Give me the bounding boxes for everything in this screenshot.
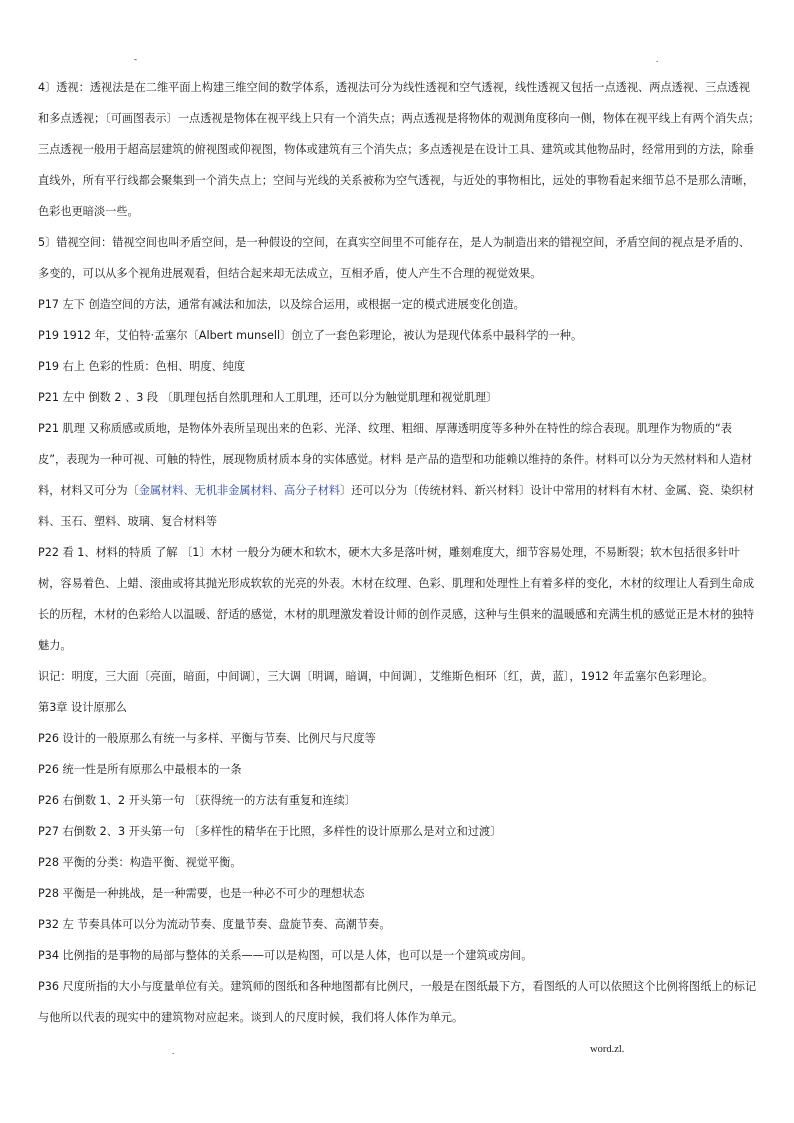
paragraph-p26-unity: P26 统一性是所有原那么中最根本的一条 [38, 763, 242, 776]
header-right-mark: . [656, 54, 659, 64]
paragraph-illusion-space: 5〕错视空间：错视空间也叫矛盾空间，是一种假设的空间，在真实空间里不可能存在，是人为制造出来的错视空间，矛盾空间的视点是矛盾的、多变的，可以从多个视角进展观看，但结合起来却无法成立，互相矛盾，使人产生不合理的视觉效果。 [38, 236, 750, 280]
paragraph-p28-balance-types: P28 平衡的分类：构造平衡、视觉平衡。 [38, 856, 242, 869]
footer-label: word.zl. [590, 1044, 625, 1055]
paragraph-p17: P17 左下 创造空间的方法，通常有减法和加法，以及综合运用，或根据一定的模式进展变化创造。 [38, 298, 525, 311]
paragraph-p34-proportion: P34 比例指的是事物的局部与整体的关系——可以是构图，可以是人体，也可以是一个建筑或房间。 [38, 949, 533, 962]
paragraph-p21-texture-materials [38, 413, 760, 537]
paragraph-p19-munsell: P19 1912 年，艾伯特·孟塞尔〔Albert munsell〕创立了一套色彩理论，被认为是现代体系中最科学的一种。 [38, 329, 583, 342]
chapter-heading: 第3章 设计原那么 [38, 701, 127, 714]
materials-text-before: P21 肌理 又称质感或质地，是物体外表所呈现出来的色彩、光泽、纹理、粗细、厚薄透明度等多种外在特性的综合表现。肌理作为物质的“表皮”，表现为一种可视、可触的特性，展现物质材质本身的实体感觉。材料 是产品的造型和功能赖以维持的条件。材料可以分为天然材料和人造材料，材料又可分为〔 [38, 422, 753, 497]
paragraph-p19-color-properties: P19 右上 色彩的性质：色相、明度、纯度 [38, 360, 246, 373]
paragraph-perspective: 4〕透视：透视法是在二维平面上构建三维空间的数学体系，透视法可分为线性透视和空气透视，线性透视又包括一点透视、两点透视、三点透视和多点透视；〔可画图表示〕一点透视是物体在视平线上只有一个消失点；两点透视是将物体的观测角度移向一侧，物体在视平线上有两个消失点；三点透视一般用于超高层建筑的俯视图或仰视图，物体或建筑有三个消失点；多点透视是在设计工具、建筑或其他物品时，经常用到的方法，除垂直线外，所有平行线都会聚集到一个消失点上；空间与光线的关系被称为空气透视，与近处的事物相比，远处的事物看起来细节总不是那么清晰，色彩也更暗淡一些。 [38, 81, 760, 218]
paragraph-p26-unity-methods: P26 右倒数 1、2 开头第一句 〔获得统一的方法有重复和连续〕 [38, 794, 356, 807]
header-left-mark: - [134, 54, 137, 64]
materials-text-after: 〕还可以分为〔传统材料、新兴材料〕设计中常用的材料有木材、金属、瓷、染织材料、玉石、塑料、玻璃、复合材料等 [38, 484, 755, 528]
paragraph-p32-rhythm: P32 左 节奏具体可以分为流动节奏、度量节奏、盘旋节奏、高潮节奏。 [38, 918, 391, 931]
paragraph-memorize: 识记：明度，三大面〔亮面，暗面，中间调〕，三大调〔明调，暗调，中间调〕，艾维斯色相环〔红，黄，蓝〕，1912 年孟塞尔色彩理论。 [38, 670, 714, 683]
paragraph-p36-scale: P36 尺度所指的大小与度量单位有关。建筑师的图纸和各种地图都有比例尺，一般是在图纸最下方，看图纸的人可以依照这个比例将图纸上的标记与他所以代表的现实中的建筑物对应起来。谈到人的尺度时候，我们将人体作为单元。 [38, 980, 757, 1024]
footer-dot: . [172, 1046, 175, 1056]
document-body [38, 72, 760, 1033]
paragraph-p22-wood: P22 看 1、材料的特质 了解 〔1〕木材 一般分为硬木和软木，硬木大多是落叶树，雕刻难度大，细节容易处理，不易断裂；软木包括很多针叶树，容易着色、上蜡、滚曲或将其抛光形成软软的光亮的外表。木材在纹理、色彩、肌理和处理性上有着多样的变化，木材的纹理让人看到生命成长的历程，木材的色彩给人以温暖、舒适的感觉，木材的肌理激发着设计师的创作灵感，这种与生俱来的温暖感和充满生机的感觉正是木材的独特魅力。 [38, 546, 755, 652]
paragraph-p21-texture-types: P21 左中 倒数 2 、3 段 〔肌理包括自然肌理和人工肌理，还可以分为触觉肌理和视觉肌理〕 [38, 391, 498, 404]
paragraph-p26-principles: P26 设计的一般原那么有统一与多样、平衡与节奏、比例尺与尺度等 [38, 732, 376, 745]
materials-highlighted-text: 金属材料、无机非金属材料、高分子材料 [138, 484, 341, 497]
paragraph-p28-balance: P28 平衡是一种挑战，是一种需要，也是一种必不可少的理想状态 [38, 887, 365, 900]
paragraph-p27-variety: P27 右倒数 2、3 开头第一句 〔多样性的精华在于比照，多样性的设计原那么是对立和过渡〕 [38, 825, 502, 838]
